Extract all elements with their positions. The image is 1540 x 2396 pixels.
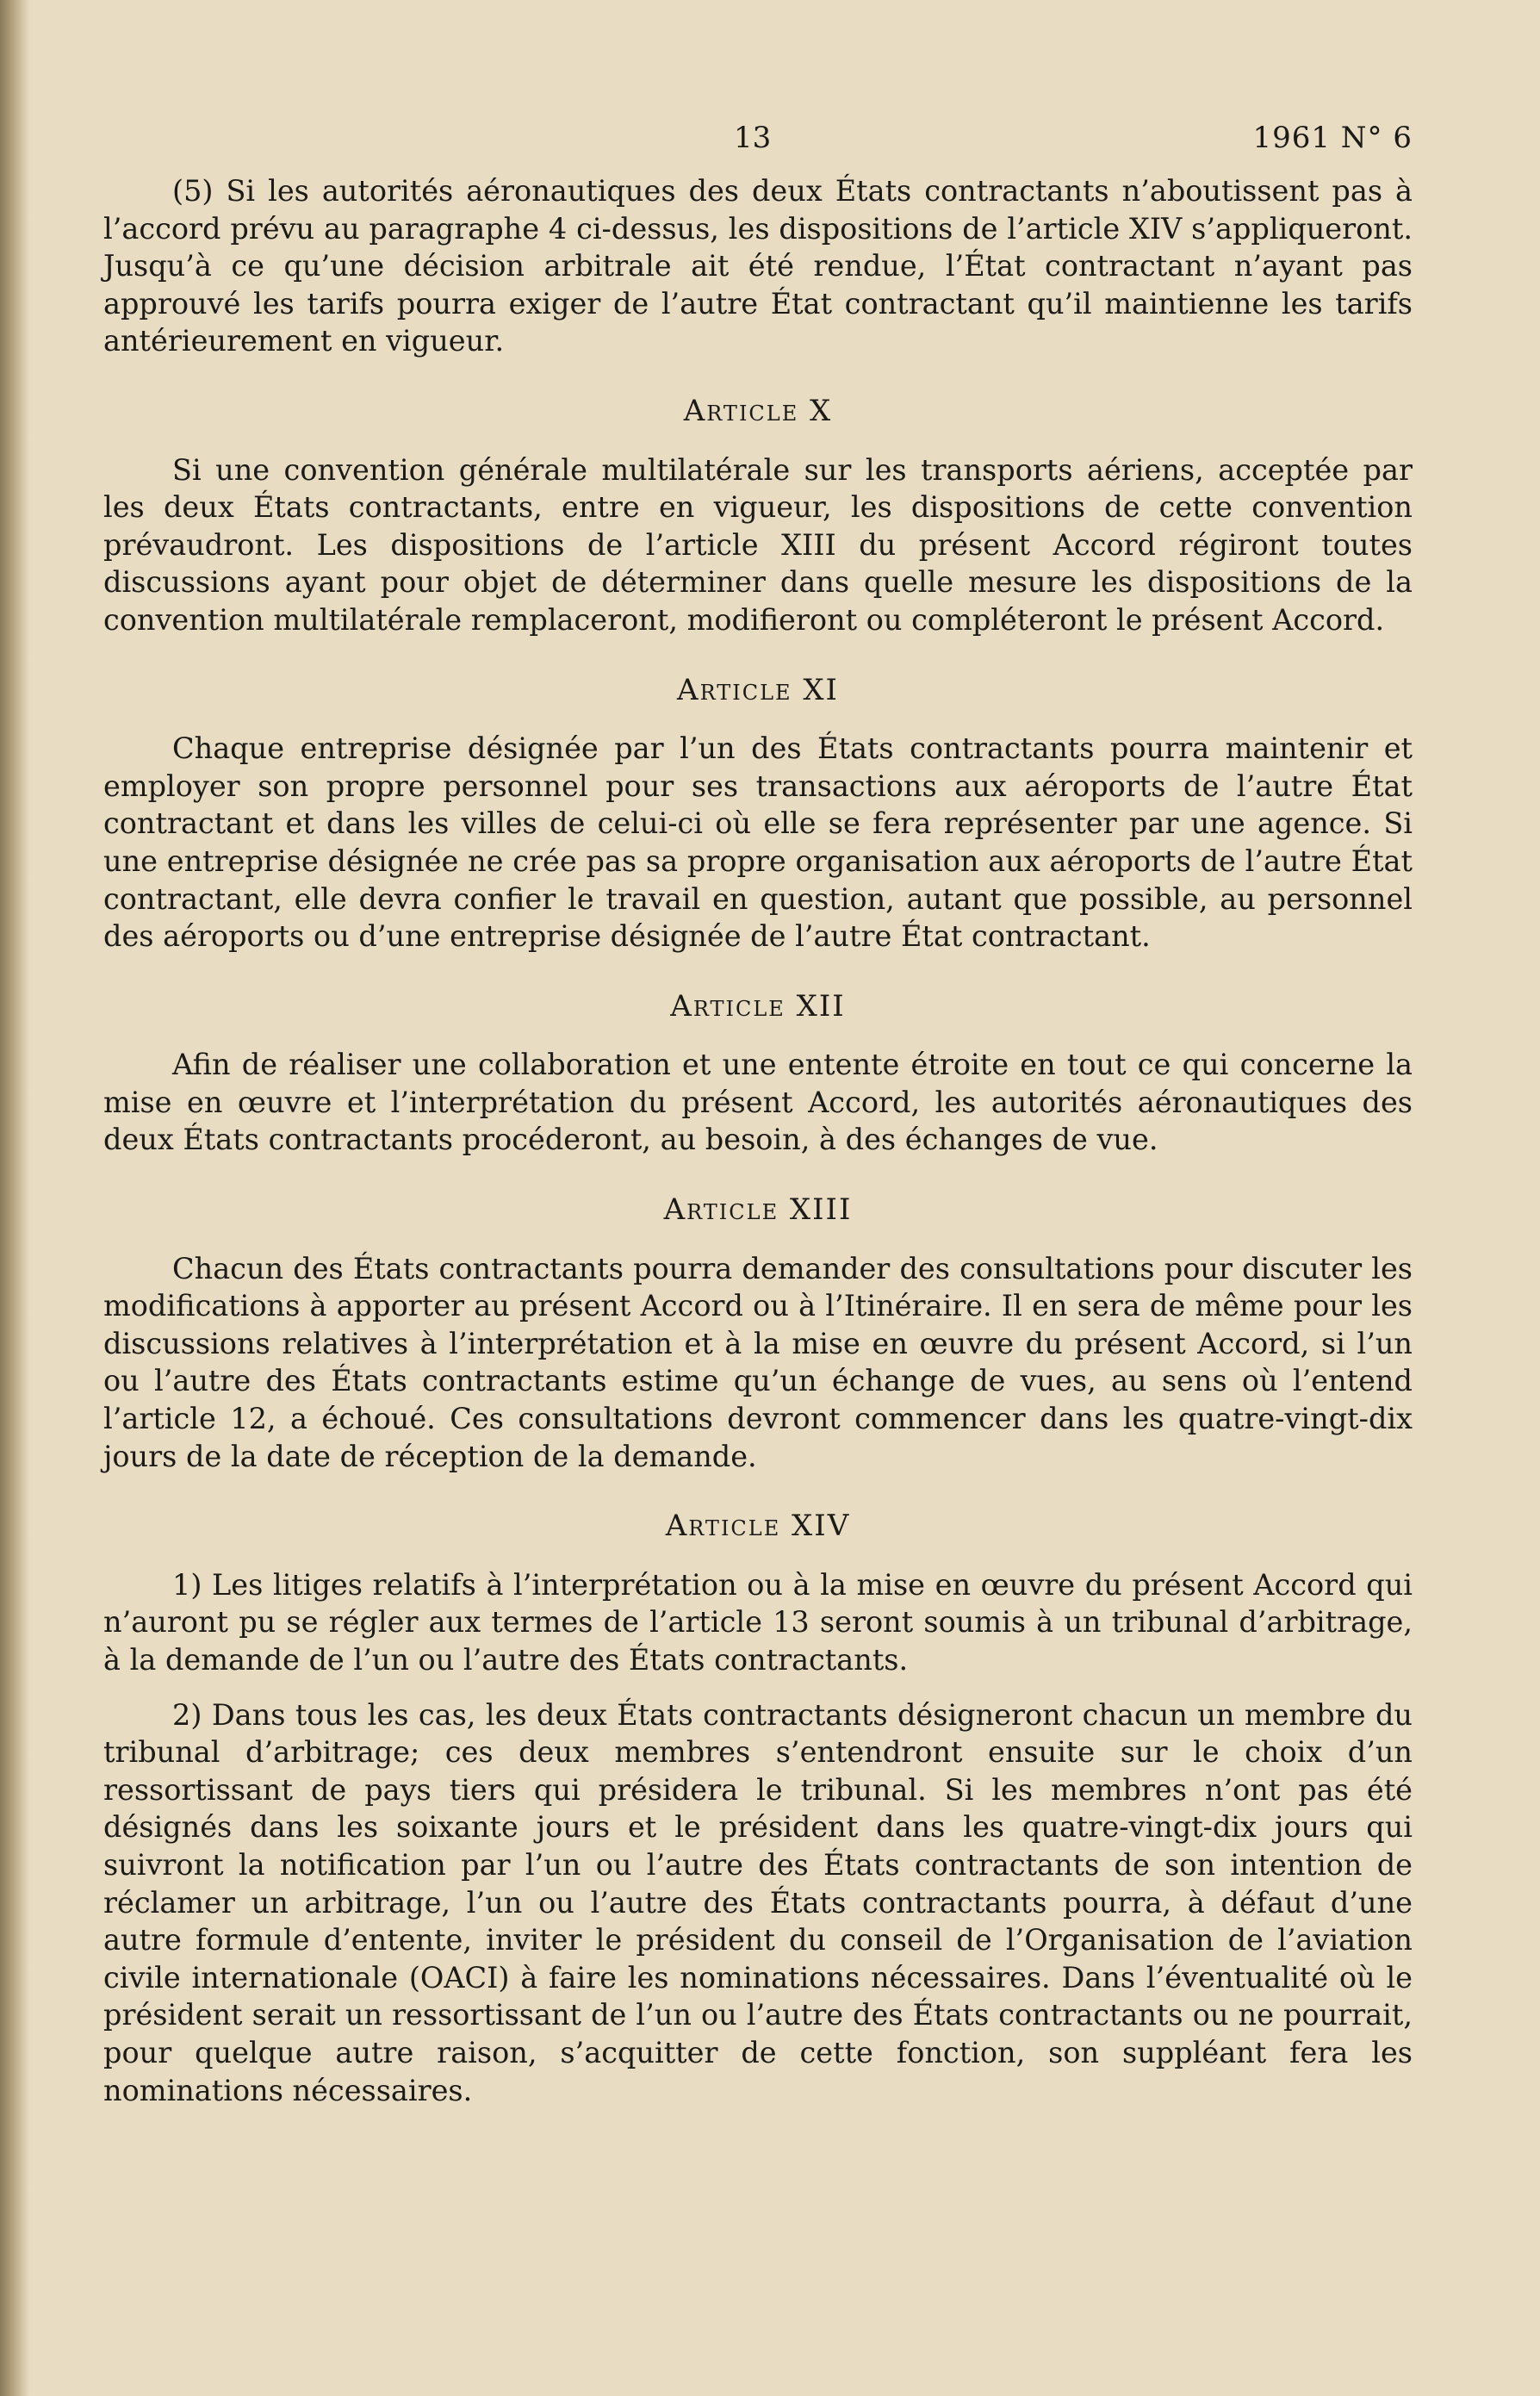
- body-paragraph: (5) Si les autorités aéronautiques des deux États contractants n’aboutissent pas à l’accord prévu au paragraphe 4 ci-dessus, les dispositions de l’article XIV s’appliqueront. Jusqu’à ce qu’une décision arbitrale ait été rendue, l’État contractant n’ayant pas approuvé les tarifs pourra exiger de l’autre État contractant qu’il maintienne les tarifs antérieurement en vigueur.: [103, 174, 1413, 358]
- body-paragraph: Si une convention générale multilatérale sur les transports aériens, acceptée par les deux États contractants, entre en vigueur, les dispositions de cette convention prévaudront. Les dispositions de l’article XIII du présent Accord régiront toutes discussions ayant pour objet de déterminer dans quelle mesure les dispositions de la convention multilatérale remplaceront, modifieront ou compléteront le présent Accord.: [103, 452, 1413, 637]
- document-reference: 1961 N° 6: [1252, 121, 1413, 155]
- page-binding-shadow: [0, 0, 29, 2396]
- article-heading: Article XIV: [665, 1509, 851, 1544]
- body-paragraph: Afin de réaliser une collaboration et une entente étroite en tout ce qui concerne la mise en œuvre et l’interprétation du présent Accord, les autorités aéronautiques des deux États contractants procéderont, au besoin, à des échanges de vue.: [103, 1048, 1413, 1157]
- article-heading: Article XII: [670, 988, 846, 1024]
- article-heading: Article XIII: [663, 1192, 853, 1228]
- section-article-x: [103, 393, 1413, 639]
- document-body: [103, 172, 1413, 2109]
- body-paragraph: Chacun des États contractants pourra demander des consultations pour discuter les modifications à apporter au présent Accord ou à l’Itinéraire. Il en sera de même pour les discussions relatives à l’interprétation et à la mise en œuvre du présent Accord, si l’un ou l’autre des États contractants estime qu’un échange de vues, au sens où l’entend l’article 12, a échoué. Ces consultations devront commencer dans les quatre-vingt-dix jours de la date de réception de la demande.: [103, 1251, 1413, 1473]
- section-article-xii: [103, 988, 1413, 1159]
- section-article-xiii: [103, 1192, 1413, 1475]
- section-article-xiv: [103, 1508, 1413, 2109]
- page-header: [103, 103, 1413, 172]
- section-paragraph-5: [103, 172, 1413, 360]
- article-heading: Article XI: [677, 672, 839, 707]
- section-article-xi: [103, 672, 1413, 955]
- body-paragraph: 1) Les litiges relatifs à l’interprétation ou à la mise en œuvre du présent Accord qui n’auront pu se régler aux termes de l’article 13 seront soumis à un tribunal d’arbitrage, à la demande de l’un ou l’autre des États contractants.: [103, 1567, 1413, 1677]
- body-paragraph: Chaque entreprise désignée par l’un des États contractants pourra maintenir et employer son propre personnel pour ses transactions aux aéroports de l’autre État contractant et dans les villes de celui-ci où elle se fera représenter par une agence. Si une entreprise désignée ne crée pas sa propre organisation aux aéroports de l’autre État contractant, elle devra confier le travail en question, autant que possible, au personnel des aéroports ou d’une entreprise désignée de l’autre État contractant.: [103, 731, 1413, 954]
- document-page: [103, 103, 1413, 2109]
- body-paragraph: 2) Dans tous les cas, les deux États contractants désigneront chacun un membre du tribunal d’arbitrage; ces deux membres s’entendront ensuite sur le choix d’un ressortissant de pays tiers qui présidera le tribunal. Si les membres n’ont pas été désignés dans les soixante jours et le président dans les quatre-vingt-dix jours qui suivront la notification par l’un ou l’autre des États contractants de son intention de réclamer un arbitrage, l’un ou l’autre des États contractants pourra, à défaut d’une autre formule d’entente, inviter le président du conseil de l’Organisation de l’aviation civile internationale (OACI) à faire les nominations nécessaires. Dans l’éventualité où le président serait un ressortissant de l’un ou l’autre des États contractants ou ne pourrait, pour quelque autre raison, s’acquitter de cette fonction, son suppléant fera les nominations nécessaires.: [103, 1697, 1413, 2107]
- article-heading: Article X: [683, 393, 833, 428]
- page-number: 13: [734, 121, 772, 155]
